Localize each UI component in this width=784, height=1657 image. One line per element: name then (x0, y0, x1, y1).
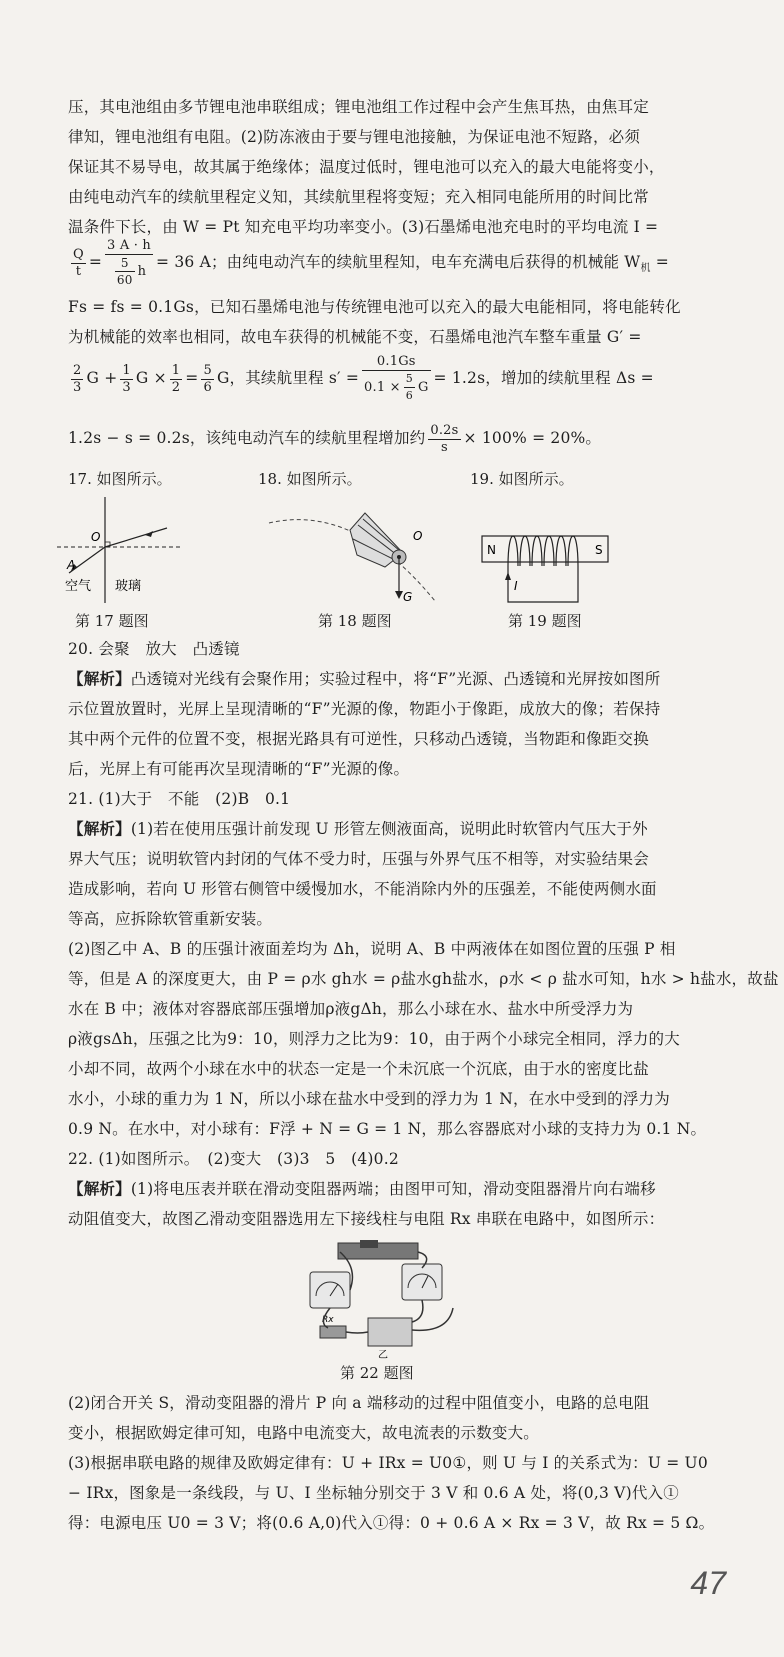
formula-text: G，其续航里程 s′ = (216, 369, 360, 387)
fraction (120, 363, 132, 396)
denominator (105, 255, 153, 288)
analysis-tag: 【解析】 (68, 1180, 131, 1198)
south-pole-label: S (595, 543, 603, 557)
q19-caption: 第 19 题图 (508, 612, 582, 630)
q22-answer: 22. (1)如图所示。 (2)变大 (3)3 5 (4)0.2 (68, 1150, 399, 1168)
ammeter (310, 1272, 350, 1308)
formula-text: G + (86, 369, 118, 387)
numerator: 1 (122, 362, 131, 378)
text-line: 等，但是 A 的深度更大，由 P = ρ水 gh水 = ρ盐水gh盐水，ρ水 < ρ 盐水可知，h水 > h盐水，故盐 (68, 970, 779, 988)
text-line: 变小，根据欧姆定律可知，电路中电流变大，故电流表的示数变大。 (68, 1424, 540, 1442)
text-line: 得：电源电压 U0 = 3 V；将(0.6 A,0)代入①得：0 + 0.6 A × Rx = 3 V，故 Rx = 5 Ω。 (68, 1514, 715, 1532)
denominator: 3 (122, 379, 131, 395)
q20-explanation-line (68, 664, 718, 694)
shuttlecock-diagram (265, 495, 440, 605)
q18-answer-label: 18. 如图所示。 (258, 470, 362, 488)
text-line: (3)根据串联电路的规律及欧姆定律有：U + IRx = U0①，则 U 与 I 的关系式为：U = U0 (68, 1454, 708, 1472)
text-line: Fs = fs = 0.1Gs，已知石墨烯电池与传统锂电池可以充入的最大电能相同，将电能转化 (68, 298, 681, 316)
text-line: 律知，锂电池组有电阻。(2)防冻液由于要与锂电池接触，为保证电池不短路，必须 (68, 128, 641, 146)
numerator: 2 (73, 362, 82, 378)
q19-answer-label: 19. 如图所示。 (470, 470, 574, 488)
fraction (201, 363, 213, 396)
text-line: (2)图乙中 A、B 的压强计液面差均为 Δh，说明 A、B 中两液体在如图位置的压强 P 相 (68, 940, 676, 958)
q17-caption: 第 17 题图 (75, 612, 149, 630)
current-label: I (514, 579, 518, 593)
numerator: 5 (115, 255, 135, 272)
formula-text: = (185, 369, 199, 387)
q22-explanation-line (68, 1174, 718, 1204)
fraction (71, 363, 83, 396)
fraction (170, 363, 182, 396)
denominator-text: 0.1 × (364, 380, 401, 395)
voltmeter (402, 1264, 442, 1300)
text-line: 动阻值变大，故图乙滑动变阻器选用左下接线柱与电阻 Rx 串联在电路中，如图所示： (68, 1210, 665, 1228)
unit: h (137, 264, 147, 279)
denominator: 3 (73, 379, 82, 395)
fraction-q-over-t (71, 247, 86, 280)
denominator: 60 (116, 273, 133, 287)
numerator: 3 A · h (107, 238, 152, 253)
numerator: Q (73, 246, 84, 262)
glass-label: 玻璃 (115, 579, 142, 594)
analysis-tag: 【解析】 (68, 820, 131, 838)
text-line: (2)闭合开关 S，滑动变阻器的滑片 P 向 a 端移动的过程中阻值变小，电路的总电阻 (68, 1394, 650, 1412)
air-label: 空气 (65, 579, 92, 594)
circuit-wire (508, 566, 578, 602)
equals: = (88, 253, 103, 271)
numerator: 0.2s (430, 422, 459, 438)
numerator: 5 (203, 362, 212, 378)
rheostat-slider (360, 1240, 378, 1248)
rx-label: Rx (322, 1315, 334, 1325)
text-line: 为机械能的效率也相同，故电车获得的机械能不变，石墨烯电池汽车整车重量 G′ = (68, 328, 642, 346)
q17-answer-label: 17. 如图所示。 (68, 470, 172, 488)
text-line: 保证其不易导电，故其属于绝缘体；温度过低时，锂电池可以充入的最大电能将变小， (68, 158, 665, 176)
figure-yi-label: 乙 (378, 1350, 388, 1360)
numerator: 1 (171, 362, 181, 378)
formula-line (68, 416, 718, 462)
text-line: 水小，小球的重力为 1 N，所以小球在盐水中受到的浮力为 1 N，在水中受到的浮力为 (68, 1090, 670, 1108)
numerator: 5 (404, 371, 415, 388)
fraction-current (105, 238, 153, 288)
power-supply (368, 1318, 412, 1346)
analysis-tag: 【解析】 (68, 670, 131, 688)
arrow-icon (395, 591, 403, 599)
q18-caption: 第 18 题图 (318, 612, 392, 630)
fraction-percent (428, 423, 460, 456)
point-o-label: O (91, 530, 101, 544)
denominator (362, 371, 431, 404)
text-line: 温条件下长，由 W = Pt 知充电平均功率变小。(3)石墨烯电池充电时的平均电流 I = (68, 218, 659, 236)
explanation-text: 凸透镜对光线有会聚作用；实验过程中，将“F”光源、凸透镜和光屏按如图所 (130, 670, 661, 688)
fraction-range (362, 354, 431, 404)
explanation-text: (1)将电压表并联在滑动变阻器两端；由图甲可知，滑动变阻器滑片向右端移 (130, 1180, 656, 1198)
denominator: 6 (405, 389, 413, 402)
q22-figure-caption: 第 22 题图 (340, 1364, 414, 1382)
page-number: 47 (690, 1565, 726, 1601)
text-line: 小却不同，故两个小球在水中的状态一定是一个未沉底一个沉底，由于水的密度比盐 (68, 1060, 649, 1078)
denominator: 6 (203, 379, 212, 395)
resistor-rx (320, 1326, 346, 1338)
text-line: 后，光屏上有可能再次呈现清晰的“F”光源的像。 (68, 760, 410, 778)
solenoid-diagram (478, 522, 613, 610)
denominator: s (441, 439, 448, 455)
q21-explanation-line (68, 814, 718, 844)
text-line: 等高，应拆除软管重新安装。 (68, 910, 273, 928)
gravity-label: G (403, 590, 413, 604)
formula-text: 1.2s − s = 0.2s，该纯电动汽车的续航里程增加约 (68, 429, 426, 447)
north-pole-label: N (487, 543, 496, 557)
point-a-label: A (67, 558, 76, 572)
numerator: 0.1Gs (362, 354, 431, 371)
formula-text: = 36 A；由纯电动汽车的续航里程知，电车充满电后获得的机械能 W (156, 253, 641, 271)
denominator: 2 (171, 379, 181, 395)
text-line: ρ液gsΔh，压强之比为9：10，则浮力之比为9：10，由于两个小球完全相同，浮力的大 (68, 1030, 680, 1048)
q21-answer: 21. (1)大于 不能 (2)B 0.1 (68, 790, 291, 808)
text-line: 示位置放置时，光屏上呈现清晰的“F”光源的像，物距小于像距，成放大的像；若保持 (68, 700, 661, 718)
incident-ray (105, 528, 167, 547)
formula-line (68, 352, 718, 410)
text-line: 0.9 N。在水中，对小球有：F浮 + N = G = 1 N，那么容器底对小球的支持力为 0.1 N。 (68, 1120, 707, 1138)
circuit-photo-diagram (298, 1238, 464, 1360)
text-line: − IRx，图象是一条线段，与 U、I 坐标轴分别交于 3 V 和 0.6 A 处，将(0,3 V)代入① (68, 1484, 679, 1502)
formula-text: = 1.2s，增加的续航里程 Δs = (433, 369, 654, 387)
formula-text: × 100% = 20%。 (463, 429, 602, 447)
text-line: 压，其电池组由多节锂电池串联组成；锂电池组工作过程中会产生焦耳热，由焦耳定 (68, 98, 649, 116)
refraction-diagram (55, 495, 185, 605)
text-line: 水在 B 中；液体对容器底部压强增加ρ液gΔh，那么小球在水、盐水中所受浮力为 (68, 1000, 634, 1018)
denominator: t (75, 263, 82, 279)
explanation-text: (1)若在使用压强计前发现 U 形管左侧液面高，说明此时软管内气压大于外 (130, 820, 648, 838)
nested-fraction (115, 255, 135, 288)
formula-line (68, 238, 718, 290)
point-o-label: O (413, 529, 423, 543)
denominator-text: G (417, 380, 429, 395)
nested-fraction (404, 371, 415, 404)
q20-answer: 20. 会聚 放大 凸透镜 (68, 640, 240, 658)
text-line: 其中两个元件的位置不变，根据光路具有可逆性，只移动凸透镜，当物距和像距交换 (68, 730, 649, 748)
subscript: 机 (640, 263, 651, 275)
arrow-icon (505, 572, 511, 580)
text-line: 造成影响，若向 U 形管右侧管中缓慢加水，不能消除内外的压强差，不能使两侧水面 (68, 880, 657, 898)
formula-text: G × (135, 369, 167, 387)
text-line: 界大气压；说明软管内封闭的气体不受力时，压强与外界气压不相等，对实验结果会 (68, 850, 649, 868)
text-line: 由纯电动汽车的续航里程定义知，其续航里程将变短；充入相同电能所用的时间比常 (68, 188, 649, 206)
formula-text: = (650, 253, 669, 271)
